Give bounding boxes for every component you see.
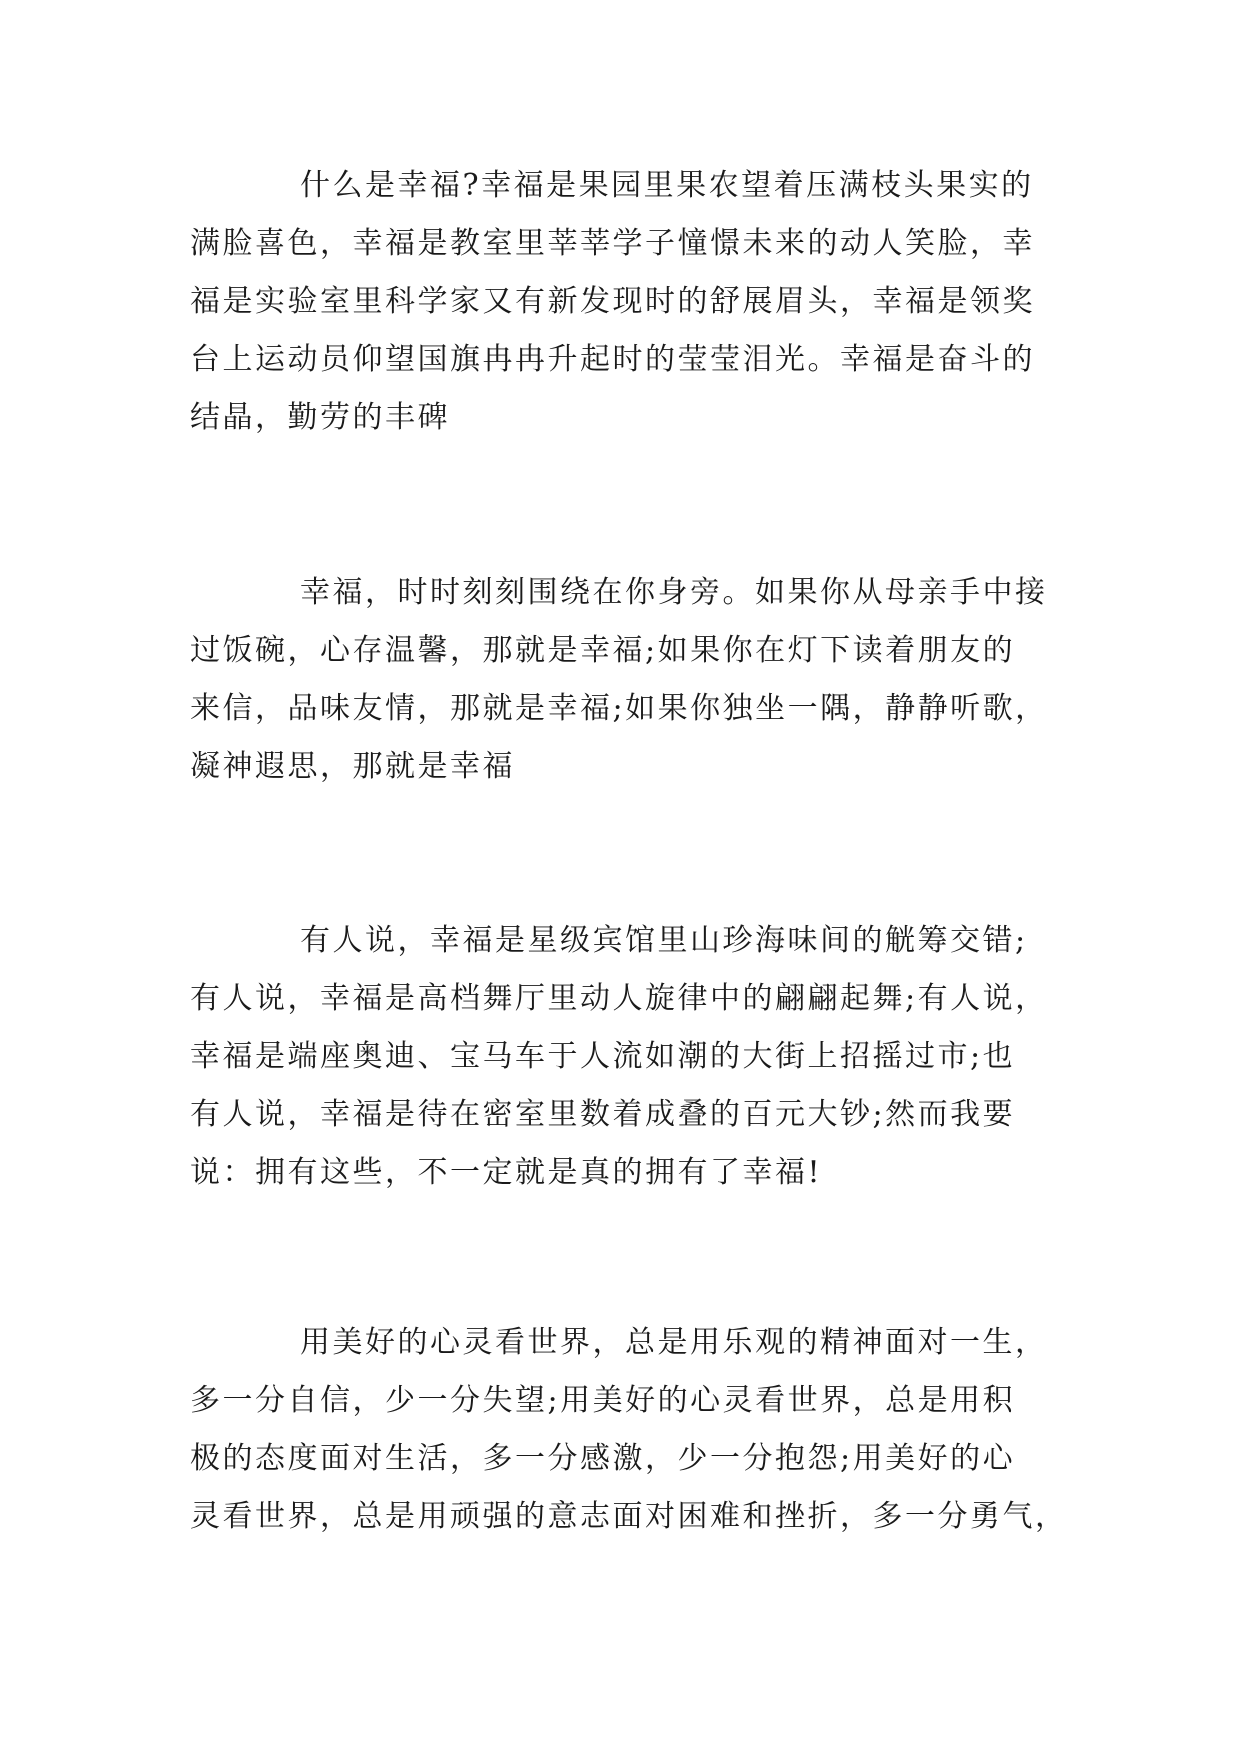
paragraph-line: 有人说，幸福是星级宾馆里山珍海味间的觥筹交错;	[300, 923, 1028, 958]
paragraph-line: 凝神遐思，那就是幸福	[190, 749, 515, 784]
paragraph-line: 结晶，勤劳的丰碑	[190, 400, 450, 435]
paragraph-line: 有人说，幸福是待在密室里数着成叠的百元大钞;然而我要	[190, 1097, 1016, 1132]
paragraph-line: 用美好的心灵看世界，总是用乐观的精神面对一生，	[300, 1325, 1048, 1360]
paragraph-line: 灵看世界，总是用顽强的意志面对困难和挫折，多一分勇气，	[190, 1499, 1068, 1534]
paragraph-line: 来信，品味友情，那就是幸福;如果你独坐一隅，静静听歌，	[190, 691, 1048, 726]
paragraph-line: 什么是幸福?幸福是果园里果农望着压满枝头果实的	[300, 168, 1034, 203]
paragraph-beautiful-heart	[190, 1314, 1070, 1546]
paragraph-line: 幸福，时时刻刻围绕在你身旁。如果你从母亲手中接	[300, 575, 1048, 610]
paragraph-happiness-around-you	[190, 564, 1070, 796]
paragraph-line: 福是实验室里科学家又有新发现时的舒展眉头，幸福是领奖	[190, 284, 1035, 319]
paragraph-line: 说：拥有这些，不一定就是真的拥有了幸福!	[190, 1155, 823, 1190]
paragraph-some-people-say	[190, 912, 1070, 1202]
paragraph-happiness-definition	[190, 157, 1070, 447]
paragraph-line: 极的态度面对生活，多一分感激，少一分抱怨;用美好的心	[190, 1441, 1016, 1476]
paragraph-line: 多一分自信，少一分失望;用美好的心灵看世界，总是用积	[190, 1383, 1016, 1418]
paragraph-line: 满脸喜色，幸福是教室里莘莘学子憧憬未来的动人笑脸，幸	[190, 226, 1035, 261]
paragraph-line: 有人说，幸福是高档舞厅里动人旋律中的翩翩起舞;有人说，	[190, 981, 1048, 1016]
paragraph-line: 台上运动员仰望国旗冉冉升起时的莹莹泪光。幸福是奋斗的	[190, 342, 1035, 377]
paragraph-line: 过饭碗，心存温馨，那就是幸福;如果你在灯下读着朋友的	[190, 633, 1016, 668]
paragraph-line: 幸福是端座奥迪、宝马车于人流如潮的大街上招摇过市;也	[190, 1039, 1016, 1074]
